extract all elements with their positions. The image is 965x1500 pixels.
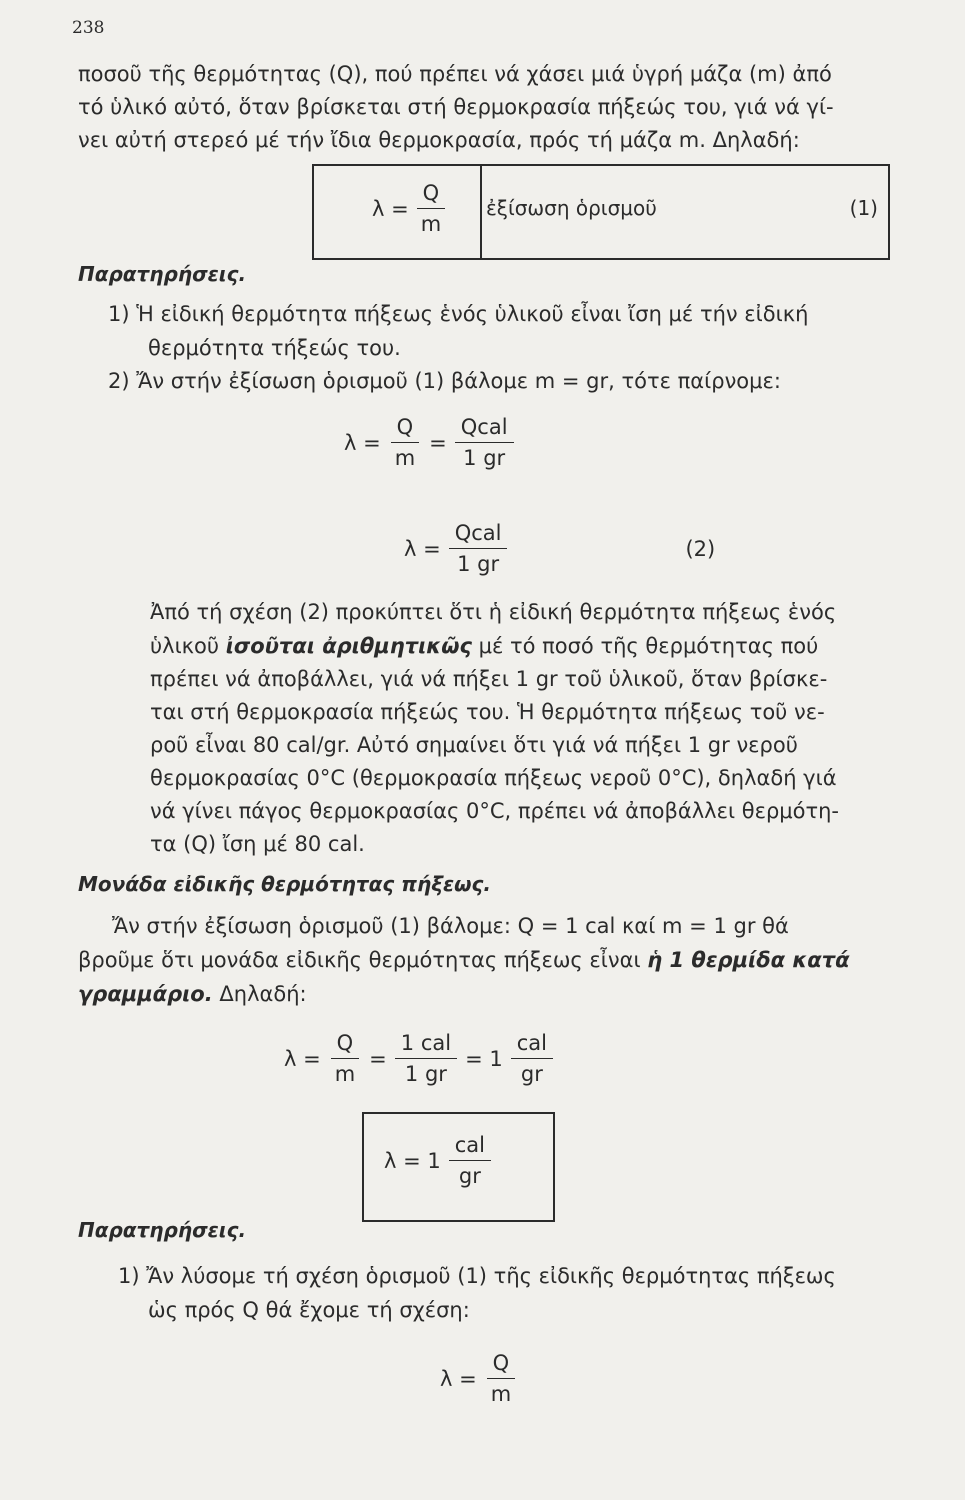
- heading-remarks-2: Παρατηρήσεις.: [78, 1218, 247, 1242]
- equation-b-f3-den: gr: [520, 1062, 543, 1086]
- equation-b-f1-den: m: [334, 1062, 356, 1086]
- equation-b: [284, 1030, 553, 1087]
- unit-num: cal: [449, 1132, 491, 1161]
- equation-number-2: (2): [685, 536, 716, 561]
- para-2-line-2-end: μέ τό ποσό τῆς θερμότητας πού: [471, 634, 819, 658]
- equation-a-f2-den: 1 gr: [463, 446, 506, 470]
- definition-lhs: λ =: [372, 196, 409, 221]
- para-2-line-5: ροῦ εἶναι 80 cal/gr. Αὐτό σημαίνει ὅτι γιά νά πήξει 1 gr νεροῦ: [150, 733, 798, 757]
- equation-b-equals-2: = 1: [465, 1046, 503, 1071]
- para-2-line-3: πρέπει νά ἀποβάλλει, γιά νά πήξει 1 gr τοῦ ὑλικοῦ, ὅταν βρίσκε-: [150, 667, 828, 691]
- equation-b-fraction-1: [329, 1030, 361, 1087]
- para-3-emphasis-1: ἡ 1 θερμίδα κατά: [647, 948, 850, 972]
- heading-remarks-1: Παρατηρήσεις.: [78, 262, 247, 286]
- equation-b-f2-num: 1 cal: [395, 1030, 457, 1059]
- equation-a-fraction-2: [455, 414, 514, 471]
- equation-b-lhs: λ =: [284, 1046, 321, 1071]
- heading-unit: Μονάδα εἰδικῆς θερμότητας πήξεως.: [78, 872, 491, 896]
- equation-a-lhs: λ =: [344, 430, 381, 455]
- equation-b-f3-num: cal: [511, 1030, 553, 1059]
- intro-line-3: νει αὐτή στερεό μέ τήν ἴδια θερμοκρασία, πρός τή μάζα m. Δηλαδή:: [78, 128, 800, 152]
- remark-3-line-2: ὡς πρός Q θά ἔχομε τή σχέση:: [148, 1298, 470, 1322]
- unit-box: [362, 1112, 555, 1222]
- definition-fraction: [415, 180, 447, 237]
- equation-a-f1-den: m: [394, 446, 416, 470]
- para-2-line-2-start: ὑλικοῦ: [150, 634, 226, 658]
- remark-1-line-2: θερμότητα τήξεώς του.: [148, 336, 401, 360]
- unit-equation: [384, 1132, 491, 1189]
- para-3-line-3-end: Δηλαδή:: [212, 982, 307, 1006]
- equation-c-den: m: [490, 1382, 512, 1406]
- equation-2-den: 1 gr: [457, 552, 500, 576]
- equation-c-lhs: λ =: [440, 1366, 477, 1391]
- definition-denominator: m: [420, 212, 442, 236]
- definition-box: [312, 164, 890, 260]
- equation-2-lhs: λ =: [404, 536, 441, 561]
- equation-number-1: (1): [849, 196, 878, 220]
- remark-3-line-1: 1) Ἄν λύσομε τή σχέση ὁρισμοῦ (1) τῆς εἰδικῆς θερμότητας πήξεως: [118, 1264, 836, 1288]
- para-3-emphasis-2: γραμμάριο.: [78, 982, 213, 1006]
- equation-2: [404, 520, 715, 577]
- page-number: 238: [72, 18, 105, 38]
- equation-2-fraction: [449, 520, 508, 577]
- para-2-line-7: νά γίνει πάγος θερμοκρασίας 0°C, πρέπει νά ἀποβάλλει θερμότη-: [150, 799, 840, 823]
- equation-2-num: Qcal: [449, 520, 508, 549]
- equation-a-f2-num: Qcal: [455, 414, 514, 443]
- para-2-line-8: τα (Q) ἴση μέ 80 cal.: [150, 832, 365, 856]
- definition-divider: [480, 166, 482, 258]
- equation-c-fraction: [485, 1350, 517, 1407]
- equation-b-equals-1: =: [369, 1046, 387, 1071]
- remark-1-line-1: 1) Ἡ εἰδική θερμότητα πήξεως ἑνός ὑλικοῦ εἶναι ἴση μέ τήν εἰδική: [108, 302, 809, 326]
- equation-c-num: Q: [487, 1350, 516, 1379]
- equation-b-f1-num: Q: [331, 1030, 360, 1059]
- para-2-emphasis: ἰσοῦται ἀριθμητικῶς: [225, 634, 472, 658]
- unit-den: gr: [458, 1164, 481, 1188]
- equation-b-fraction-2: [395, 1030, 457, 1087]
- para-3-line-1: Ἄν στήν ἐξίσωση ὁρισμοῦ (1) βάλομε: Q = 1 cal καί m = 1 gr θά: [112, 914, 789, 938]
- para-3-line-2: [78, 946, 850, 974]
- intro-line-1: ποσοῦ τῆς θερμότητας (Q), πού πρέπει νά χάσει μιά ὑγρή μάζα (m) ἀπό: [78, 62, 832, 86]
- equation-c: [440, 1350, 517, 1407]
- para-3-line-2-start: βροῦμε ὅτι μονάδα εἰδικῆς θερμότητας πήξεως εἶναι: [78, 948, 648, 972]
- definition-numerator: Q: [417, 180, 446, 209]
- para-2-line-2: [150, 632, 818, 660]
- equation-a-equals: =: [429, 430, 447, 455]
- equation-b-f2-den: 1 gr: [404, 1062, 447, 1086]
- definition-description: ἐξίσωση ὁρισμοῦ: [486, 196, 657, 220]
- equation-a: [344, 414, 514, 471]
- unit-lhs: λ = 1: [384, 1148, 441, 1173]
- para-2-line-6: θερμοκρασίας 0°C (θερμοκρασία πήξεως νεροῦ 0°C), δηλαδή γιά: [150, 766, 837, 790]
- equation-a-fraction-1: [389, 414, 421, 471]
- equation-a-f1-num: Q: [391, 414, 420, 443]
- para-2-line-4: ται στή θερμοκρασία πήξεώς του. Ἡ θερμότητα πήξεως τοῦ νε-: [150, 700, 825, 724]
- para-3-line-3: [78, 980, 307, 1008]
- equation-b-fraction-3: [511, 1030, 553, 1087]
- unit-fraction: [449, 1132, 491, 1189]
- definition-formula: [372, 180, 447, 237]
- intro-line-2: τό ὑλικό αὐτό, ὅταν βρίσκεται στή θερμοκρασία πήξεώς του, γιά νά γί-: [78, 95, 834, 119]
- remark-2-line: 2) Ἄν στήν ἐξίσωση ὁρισμοῦ (1) βάλομε m = gr, τότε παίρνομε:: [108, 369, 781, 393]
- para-2-line-1: Ἀπό τή σχέση (2) προκύπτει ὅτι ἡ εἰδική θερμότητα πήξεως ἑνός: [150, 600, 837, 624]
